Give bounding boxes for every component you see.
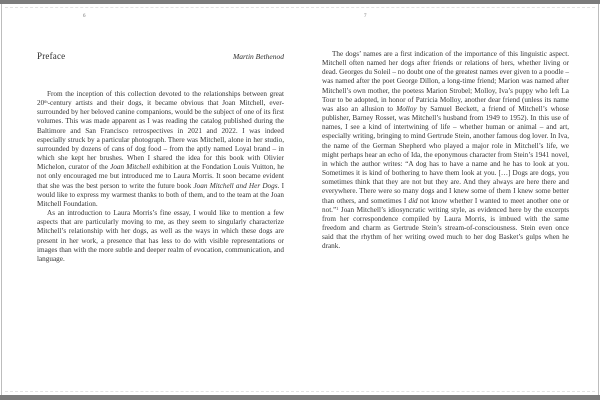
- text-run: by Samuel Beckett, a friend of Mitchell’s whose publisher, Barney Rosset, was Mitchell’s husband from 1949 to 1952). In this use of names, I see a kind of intertwining of life – whether human or animal – and art, especially writing, bringing to mind Gertrude Stein, another famous dog lover. In Iva, the name of the German Shepherd who played a major role in Mitchell’s life, we might perhaps hear an echo of Ida, the eponymous character from Stein’s 1941 novel, in which the author writes: “A dog has to have a name and he has to look at you. Sometimes it is kind of bothering to have them look at you. […] Dogs are dogs, you sometimes think that they are not but they are. And they always are here there and everywhere. There were so many dogs and I knew some of them I knew some better than others, and sometimes I: [322, 104, 569, 205]
- right-page-body: [322, 50, 569, 251]
- text-run: Joan Mitchell: [110, 163, 151, 172]
- page-left: [37, 0, 284, 400]
- text-run: Joan Mitchell’s idiosyncratic writing style, as evidenced here by the excerpts from her correspondence compiled by Laura Morris, is imbued with the same freedom and charm as Gertrude Stein’s stream-of-consciousness. Stein even once said that the rhythm of her writing owed much to her dog Basket’s gulps when he drank.: [322, 205, 569, 251]
- page-number-left: 6: [83, 14, 86, 19]
- page-title: Preface: [37, 51, 66, 61]
- paragraph: [37, 209, 284, 264]
- text-run: . I would like to express my warmest thanks to both of them, and to the team at the Joan Mitchell Foundation.: [37, 181, 284, 208]
- text-run: 1: [336, 205, 339, 211]
- page-right: [322, 0, 569, 400]
- text-run: not know whether I wanted to meet another one or not.”: [322, 196, 569, 214]
- text-run: exhibition at the Fondation Louis Vuitton, he not only encouraged me but introduced me to Laura Morris. It soon became evident that she was the best person to write the future book: [37, 163, 284, 190]
- paragraph: [37, 90, 284, 209]
- text-run: -century artists and their dogs, it became obvious that Joan Mitchell, ever-surrounded by her beloved canine companions, would be the subject of one of its first volumes. This was made apparent as I was reading the catalog published during the Baltimore and San Francisco retrospectives in 2021 and 2022. I was indeed especially struck by a particular photograph. There was Mitchell, alone in her studio, surrounded by dozens of cans of dog food – from the aptly named Loyal brand – in which she kept her brushes. When I shared the idea for this book with Olivier Michelon, curator of the: [37, 99, 284, 172]
- text-run: Molloy: [396, 104, 417, 113]
- preface-header: [37, 51, 284, 61]
- page-number-right: 7: [364, 14, 367, 19]
- scan-edge-left: [1, 4, 2, 395]
- author-name: Martin Bethenod: [232, 52, 284, 61]
- text-run: Joan Mitchell and Her Dogs: [193, 181, 278, 190]
- paragraph: [322, 50, 569, 251]
- left-page-body: [37, 90, 284, 264]
- text-run: As an introduction to Laura Morris’s fine essay, I would like to mention a few aspects that are particularly moving to me, as they seem to singularly characterize Mitchell’s relationship with her dogs, as well as the ways in which these dogs are present in her work, a presence that has less to do with visible representations or images than with the more subtle and deeper realm of evocation, communication, and language.: [37, 209, 284, 263]
- text-run: From the inception of this collection devoted to the relationships between great 20: [37, 90, 284, 108]
- text-run: th: [44, 99, 48, 105]
- scan-edge-right: [598, 4, 599, 395]
- text-run: did: [408, 196, 418, 205]
- text-run: The dogs’ names are a first indication of the importance of this linguistic aspect. Mitchell often named her dogs after friends or relations of hers, whether living or dead. Georges du Soleil – no doubt one of the greatest names ever given to a poodle – was named after the poet George Dillon, a long-time friend; Marion was named after Mitchell’s own mother, the poetess Marion Strobel; Molloy, Iva’s puppy who left La Tour to be adopted, in honor of Patricia Molloy, another dear friend (unless its name was also an allusion to: [322, 50, 569, 113]
